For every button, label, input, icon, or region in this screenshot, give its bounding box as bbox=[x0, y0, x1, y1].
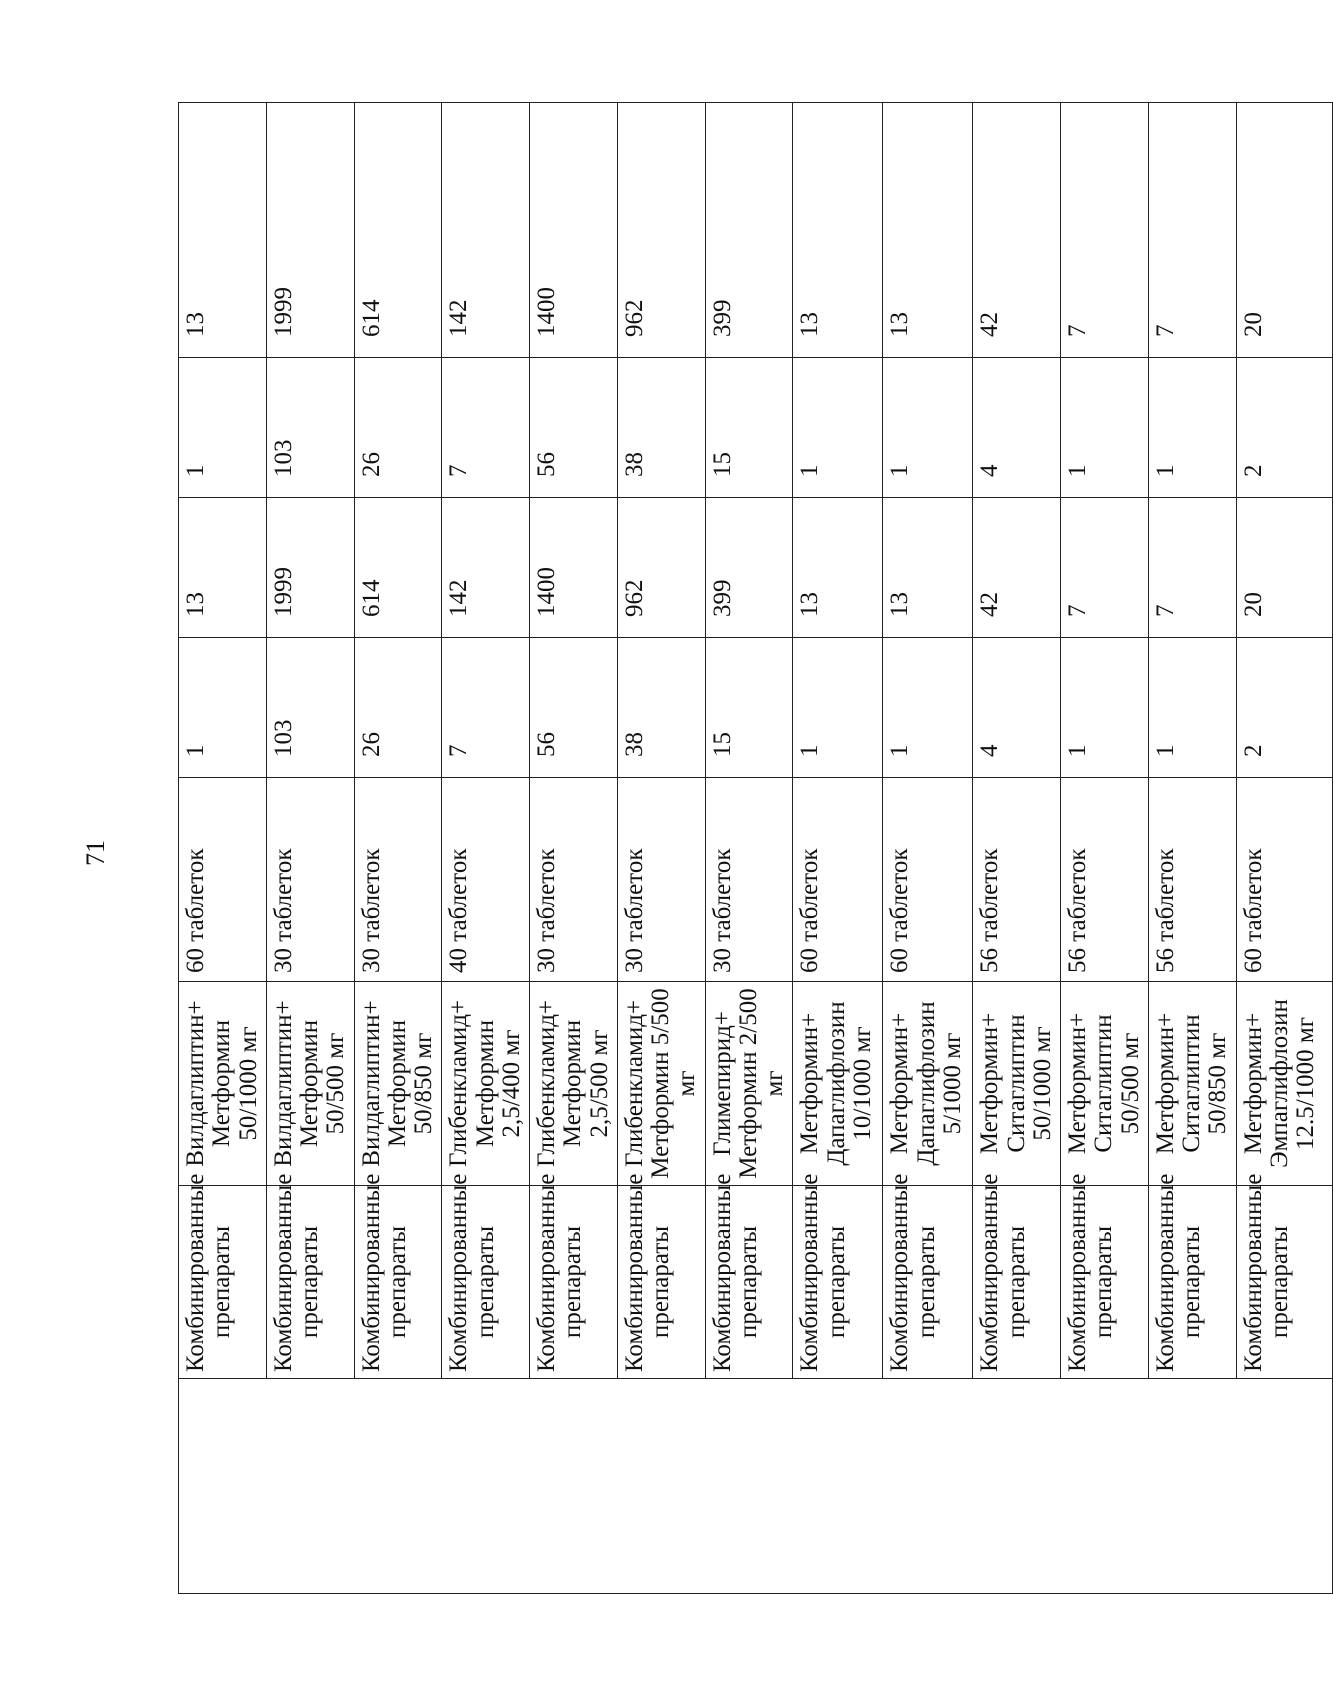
drug-name-cell: Метформин+ Дапаглифлозин 5/1000 мг bbox=[883, 982, 973, 1186]
drug-name-cell: Вилдаглиптин+ Метформин 50/500 мг bbox=[266, 982, 354, 1186]
value-cell: 1999 bbox=[266, 103, 354, 358]
drug-name-cell: Глибенкламид+ Метформин 5/500 мг bbox=[617, 982, 705, 1186]
package-cell: 60 таблеток bbox=[883, 778, 973, 982]
value-cell: 7 bbox=[1148, 498, 1236, 638]
value-cell: 38 bbox=[617, 638, 705, 778]
package-cell: 40 таблеток bbox=[442, 778, 530, 982]
value-cell: 1 bbox=[883, 358, 973, 498]
table-row bbox=[705, 103, 793, 1594]
value-cell: 1 bbox=[1061, 358, 1149, 498]
package-cell: 56 таблеток bbox=[1148, 778, 1236, 982]
drug-name-cell: Метформин+ Ситаглиптин 50/500 мг bbox=[1061, 982, 1149, 1186]
value-cell: 20 bbox=[1236, 498, 1332, 638]
value-cell: 38 bbox=[617, 358, 705, 498]
value-cell: 13 bbox=[793, 498, 883, 638]
drug-name-cell: Вилдаглиптин+ Метформин 50/1000 мг bbox=[179, 982, 267, 1186]
value-cell: 1 bbox=[1148, 638, 1236, 778]
value-cell: 42 bbox=[973, 103, 1061, 358]
value-cell: 56 bbox=[530, 638, 618, 778]
drug-name-cell: Глибенкламид+ Метформин 2,5/500 мг bbox=[530, 982, 618, 1186]
value-cell: 13 bbox=[883, 103, 973, 358]
drug-table bbox=[178, 102, 1333, 1594]
drug-name-cell: Глибенкламид+ Метформин 2,5/400 мг bbox=[442, 982, 530, 1186]
value-cell: 13 bbox=[179, 103, 267, 358]
drug-name-cell: Метформин+ Ситаглиптин 50/1000 мг bbox=[973, 982, 1061, 1186]
value-cell: 142 bbox=[442, 498, 530, 638]
value-cell: 1 bbox=[883, 638, 973, 778]
table-body bbox=[179, 103, 1333, 1594]
value-cell: 1 bbox=[179, 638, 267, 778]
value-cell: 614 bbox=[354, 103, 442, 358]
value-cell: 7 bbox=[1061, 103, 1149, 358]
table-row bbox=[1148, 103, 1236, 1594]
category-cell: Комбинированные препараты bbox=[354, 1186, 442, 1379]
value-cell: 103 bbox=[266, 358, 354, 498]
package-cell: 30 таблеток bbox=[530, 778, 618, 982]
rotated-table-container bbox=[178, 102, 1319, 1594]
table-row bbox=[530, 103, 618, 1594]
value-cell: 962 bbox=[617, 498, 705, 638]
drug-name-cell: Глимепирид+ Метформин 2/500 мг bbox=[705, 982, 793, 1186]
value-cell: 1400 bbox=[530, 103, 618, 358]
value-cell: 42 bbox=[973, 498, 1061, 638]
category-cell: Комбинированные препараты bbox=[1148, 1186, 1236, 1379]
value-cell: 1400 bbox=[530, 498, 618, 638]
value-cell: 1 bbox=[793, 638, 883, 778]
value-cell: 13 bbox=[883, 498, 973, 638]
value-cell: 7 bbox=[1148, 103, 1236, 358]
value-cell: 7 bbox=[442, 638, 530, 778]
value-cell: 399 bbox=[705, 103, 793, 358]
drug-name-cell: Метформин+ Ситаглиптин 50/850 мг bbox=[1148, 982, 1236, 1186]
table-row bbox=[1236, 103, 1332, 1594]
category-cell: Комбинированные препараты bbox=[1061, 1186, 1149, 1379]
value-cell: 1 bbox=[1061, 638, 1149, 778]
value-cell: 26 bbox=[354, 358, 442, 498]
table-row bbox=[179, 103, 267, 1594]
value-cell: 15 bbox=[705, 638, 793, 778]
category-cell: Комбинированные препараты bbox=[179, 1186, 267, 1379]
table-row bbox=[793, 103, 883, 1594]
table-row bbox=[973, 103, 1061, 1594]
value-cell: 142 bbox=[442, 103, 530, 358]
table-row bbox=[442, 103, 530, 1594]
category-cell: Комбинированные препараты bbox=[793, 1186, 883, 1379]
category-cell: Комбинированные препараты bbox=[266, 1186, 354, 1379]
value-cell: 399 bbox=[705, 498, 793, 638]
value-cell: 20 bbox=[1236, 103, 1332, 358]
page-number: 71 bbox=[81, 840, 110, 866]
category-cell: Комбинированные препараты bbox=[1236, 1186, 1332, 1379]
value-cell: 1 bbox=[793, 358, 883, 498]
package-cell: 60 таблеток bbox=[793, 778, 883, 982]
category-cell: Комбинированные препараты bbox=[617, 1186, 705, 1379]
drug-name-cell: Вилдаглиптин+ Метформин 50/850 мг bbox=[354, 982, 442, 1186]
value-cell: 4 bbox=[973, 358, 1061, 498]
table-row bbox=[354, 103, 442, 1594]
category-cell: Комбинированные препараты bbox=[883, 1186, 973, 1379]
value-cell: 1 bbox=[179, 358, 267, 498]
package-cell: 56 таблеток bbox=[1061, 778, 1149, 982]
package-cell: 30 таблеток bbox=[617, 778, 705, 982]
package-cell: 30 таблеток bbox=[354, 778, 442, 982]
merged-first-cell bbox=[179, 1379, 1333, 1594]
value-cell: 56 bbox=[530, 358, 618, 498]
category-cell: Комбинированные препараты bbox=[530, 1186, 618, 1379]
value-cell: 1 bbox=[1148, 358, 1236, 498]
value-cell: 614 bbox=[354, 498, 442, 638]
package-cell: 30 таблеток bbox=[266, 778, 354, 982]
table-wrapper bbox=[178, 102, 1319, 1594]
table-row bbox=[617, 103, 705, 1594]
value-cell: 103 bbox=[266, 638, 354, 778]
value-cell: 1999 bbox=[266, 498, 354, 638]
value-cell: 2 bbox=[1236, 638, 1332, 778]
value-cell: 13 bbox=[179, 498, 267, 638]
drug-name-cell: Метформин+ Дапаглифлозин 10/1000 мг bbox=[793, 982, 883, 1186]
value-cell: 7 bbox=[1061, 498, 1149, 638]
value-cell: 2 bbox=[1236, 358, 1332, 498]
table-row bbox=[1061, 103, 1149, 1594]
table-row bbox=[266, 103, 354, 1594]
category-cell: Комбинированные препараты bbox=[442, 1186, 530, 1379]
value-cell: 26 bbox=[354, 638, 442, 778]
category-cell: Комбинированные препараты bbox=[705, 1186, 793, 1379]
table-row bbox=[883, 103, 973, 1594]
value-cell: 13 bbox=[793, 103, 883, 358]
value-cell: 7 bbox=[442, 358, 530, 498]
value-cell: 15 bbox=[705, 358, 793, 498]
category-cell: Комбинированные препараты bbox=[973, 1186, 1061, 1379]
value-cell: 4 bbox=[973, 638, 1061, 778]
value-cell: 962 bbox=[617, 103, 705, 358]
package-cell: 30 таблеток bbox=[705, 778, 793, 982]
drug-name-cell: Метформин+ Эмпаглифлозин 12.5/1000 мг bbox=[1236, 982, 1332, 1186]
package-cell: 60 таблеток bbox=[1236, 778, 1332, 982]
package-cell: 56 таблеток bbox=[973, 778, 1061, 982]
package-cell: 60 таблеток bbox=[179, 778, 267, 982]
